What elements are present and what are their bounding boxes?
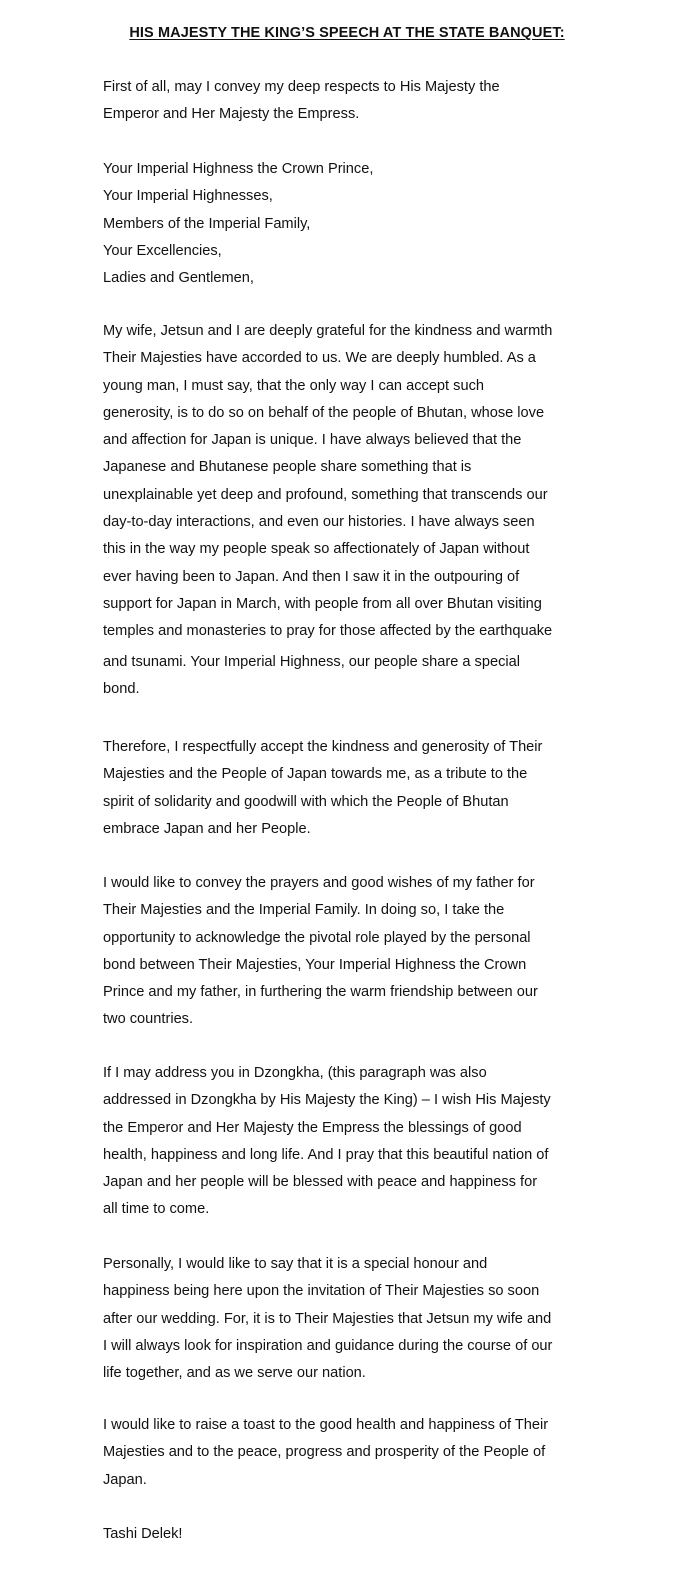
paragraph-dzongkha (103, 1060, 603, 1224)
paragraph-father-wishes (103, 870, 603, 1034)
salutation-line: Members of the Imperial Family, (103, 215, 311, 232)
text-line: bond. (103, 680, 140, 697)
closing-line: Tashi Delek! (103, 1526, 183, 1542)
text-line: unexplainable yet deep and profound, something that transcends our (103, 486, 548, 503)
text-line: I will always look for inspiration and guidance during the course of our (103, 1337, 553, 1354)
text-line: First of all, may I convey my deep respects to His Majesty the (103, 79, 500, 95)
text-line: Japan and her people will be blessed with peace and happiness for (103, 1174, 538, 1191)
text-line: Japan. (103, 1471, 147, 1488)
salutation-line: Your Excellencies, (103, 242, 222, 259)
salutation-line: Ladies and Gentlemen, (103, 270, 254, 287)
text-line: happiness being here upon the invitation of Their Majesties so soon (103, 1283, 540, 1300)
text-line: health, happiness and long life. And I pray that this beautiful nation of (103, 1146, 549, 1163)
text-line: Therefore, I respectfully accept the kindness and generosity of Their (103, 739, 543, 755)
text-line: Their Majesties have accorded to us. We are deeply humbled. As a (103, 350, 536, 367)
paragraph-toast (103, 1412, 603, 1494)
text-line: two countries. (103, 1011, 194, 1028)
text-line: Their Majesties and the Imperial Family. In doing so, I take the (103, 902, 505, 919)
text-line: Prince and my father, in furthering the warm friendship between our (103, 984, 538, 1001)
text-line: ever having been to Japan. And then I saw it in the outpouring of (103, 568, 520, 585)
salutation-line: Your Imperial Highnesses, (103, 188, 273, 205)
salutation-line: Your Imperial Highness the Crown Prince, (103, 161, 374, 177)
text-line: all time to come. (103, 1201, 210, 1218)
text-line: spirit of solidarity and goodwill with which the People of Bhutan (103, 793, 509, 810)
text-line: I would like to convey the prayers and good wishes of my father for (103, 875, 535, 891)
text-line: Majesties and to the peace, progress and prosperity of the People of (103, 1444, 546, 1461)
text-line: bond between Their Majesties, Your Imperial Highness the Crown (103, 956, 527, 973)
paragraph-gratitude (103, 318, 603, 703)
text-line: and tsunami. Your Imperial Highness, our people share a special (103, 653, 520, 670)
speech-title: HIS MAJESTY THE KING’S SPEECH AT THE STATE BANQUET: (129, 25, 565, 41)
text-line: I would like to raise a toast to the good health and happiness of Their (103, 1417, 549, 1433)
text-line: after our wedding. For, it is to Their Majesties that Jetsun my wife and (103, 1310, 552, 1327)
text-line: Japanese and Bhutanese people share something that is (103, 459, 472, 476)
text-line: and affection for Japan is unique. I have always believed that the (103, 432, 522, 449)
text-line: If I may address you in Dzongkha, (this paragraph was also (103, 1065, 487, 1081)
paragraph-acceptance (103, 734, 603, 843)
text-line: Majesties and the People of Japan towards me, as a tribute to the (103, 766, 528, 783)
text-line: embrace Japan and her People. (103, 820, 311, 837)
text-line: day-to-day interactions, and even our histories. I have always seen (103, 514, 535, 531)
intro-paragraph (103, 74, 603, 129)
text-line: life together, and as we serve our nation. (103, 1365, 366, 1382)
text-line: support for Japan in March, with people from all over Bhutan visiting (103, 595, 542, 612)
text-line: opportunity to acknowledge the pivotal role played by the personal (103, 929, 531, 946)
salutations-list (103, 156, 603, 292)
text-line: the Emperor and Her Majesty the Empress the blessings of good (103, 1119, 522, 1136)
text-line: this in the way my people speak so affectionately of Japan without (103, 541, 530, 558)
paragraph-personal (103, 1251, 603, 1387)
text-line: generosity, is to do so on behalf of the people of Bhutan, whose love (103, 404, 545, 421)
text-line: Personally, I would like to say that it is a special honour and (103, 1256, 488, 1272)
text-line: addressed in Dzongkha by His Majesty the King) – I wish His Majesty (103, 1092, 551, 1109)
text-line: My wife, Jetsun and I are deeply grateful for the kindness and warmth (103, 323, 553, 339)
text-line: young man, I must say, that the only way I can accept such (103, 377, 484, 394)
text-line: Emperor and Her Majesty the Empress. (103, 106, 360, 123)
text-line: temples and monasteries to pray for those affected by the earthquake (103, 623, 553, 640)
